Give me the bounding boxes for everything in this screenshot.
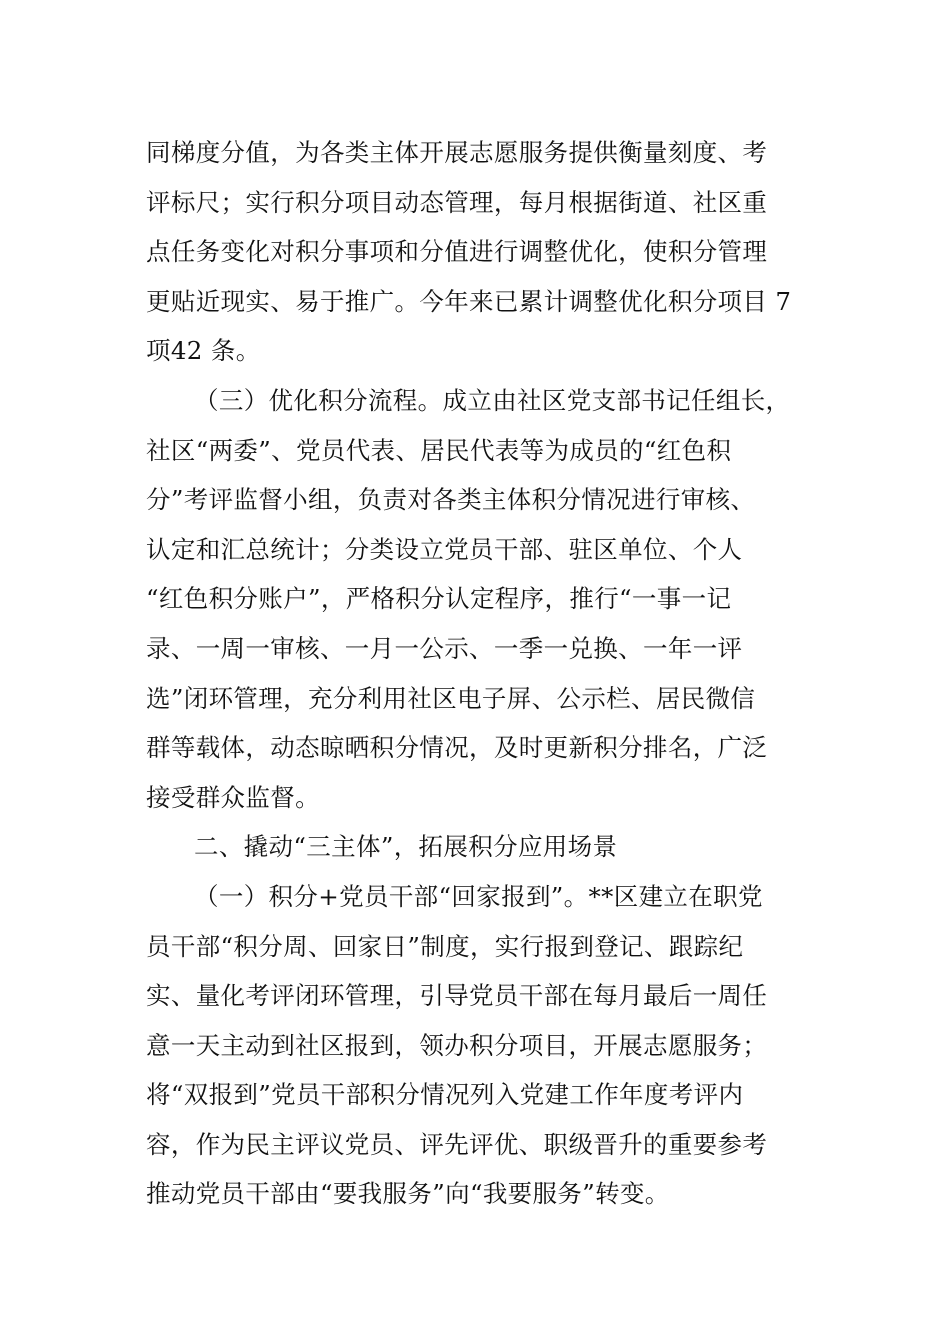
paragraph-line-9: 认定和汇总统计；分类设立党员干部、驻区单位、个人	[146, 534, 743, 564]
paragraph-line-8: 分”考评监督小组，负责对各类主体积分情况进行审核、	[146, 485, 756, 515]
document-body	[146, 128, 806, 1219]
paragraph-line-19: 意一天主动到社区报到，领办积分项目，开展志愿服务；	[146, 1030, 768, 1060]
paragraph-line-1: 同梯度分值，为各类主体开展志愿服务提供衡量刻度、考	[146, 138, 768, 167]
paragraph-line-18: 实、量化考评闭环管理，引导党员干部在每月最后一周任	[146, 981, 768, 1011]
section-two-heading: 二、撬动“三主体”，拓展积分应用场景	[194, 832, 618, 862]
paragraph-line-20: 将“双报到”党员干部积分情况列入党建工作年度考评内	[146, 1080, 744, 1110]
paragraph-line-12: 选”闭环管理，充分利用社区电子屏、公示栏、居民微信	[146, 683, 756, 713]
paragraph-line-14: 接受群众监督。	[146, 782, 320, 812]
paragraph-line-11: 录、一周一审核、一月一公示、一季一兑换、一年一评	[146, 633, 743, 663]
paragraph-line-2: 评标尺；实行积分项目动态管理，每月根据街道、社区重	[146, 187, 768, 217]
paragraph-line-22: 推动党员干部由“要我服务”向“我要服务”转变。	[146, 1179, 670, 1209]
paragraph-line-13: 群等载体，动态晾晒积分情况，及时更新积分排名，广泛	[146, 733, 768, 763]
paragraph-line-21: 容，作为民主评议党员、评先评优、职级晋升的重要参考	[146, 1129, 768, 1159]
paragraph-line-3: 点任务变化对积分事项和分值进行调整优化，使积分管理	[146, 237, 768, 267]
paragraph-line-17: 员干部“积分周、回家日”制度，实行报到登记、跟踪纪	[146, 931, 744, 961]
section-three-heading-line: （三）优化积分流程。成立由社区党支部书记任组长，	[194, 385, 791, 415]
subsection-one-heading-line: （一）积分+党员干部“回家报到”。**区建立在职党	[194, 881, 763, 911]
paragraph-line-5: 项42 条。	[146, 336, 261, 366]
paragraph-line-10: “红色积分账户”，严格积分认定程序，推行“一事一记	[146, 584, 732, 614]
paragraph-line-7: 社区“两委”、党员代表、居民代表等为成员的“红色积	[146, 435, 732, 465]
paragraph-line-4: 更贴近现实、易于推广。今年来已累计调整优化积分项目 7	[146, 286, 792, 316]
